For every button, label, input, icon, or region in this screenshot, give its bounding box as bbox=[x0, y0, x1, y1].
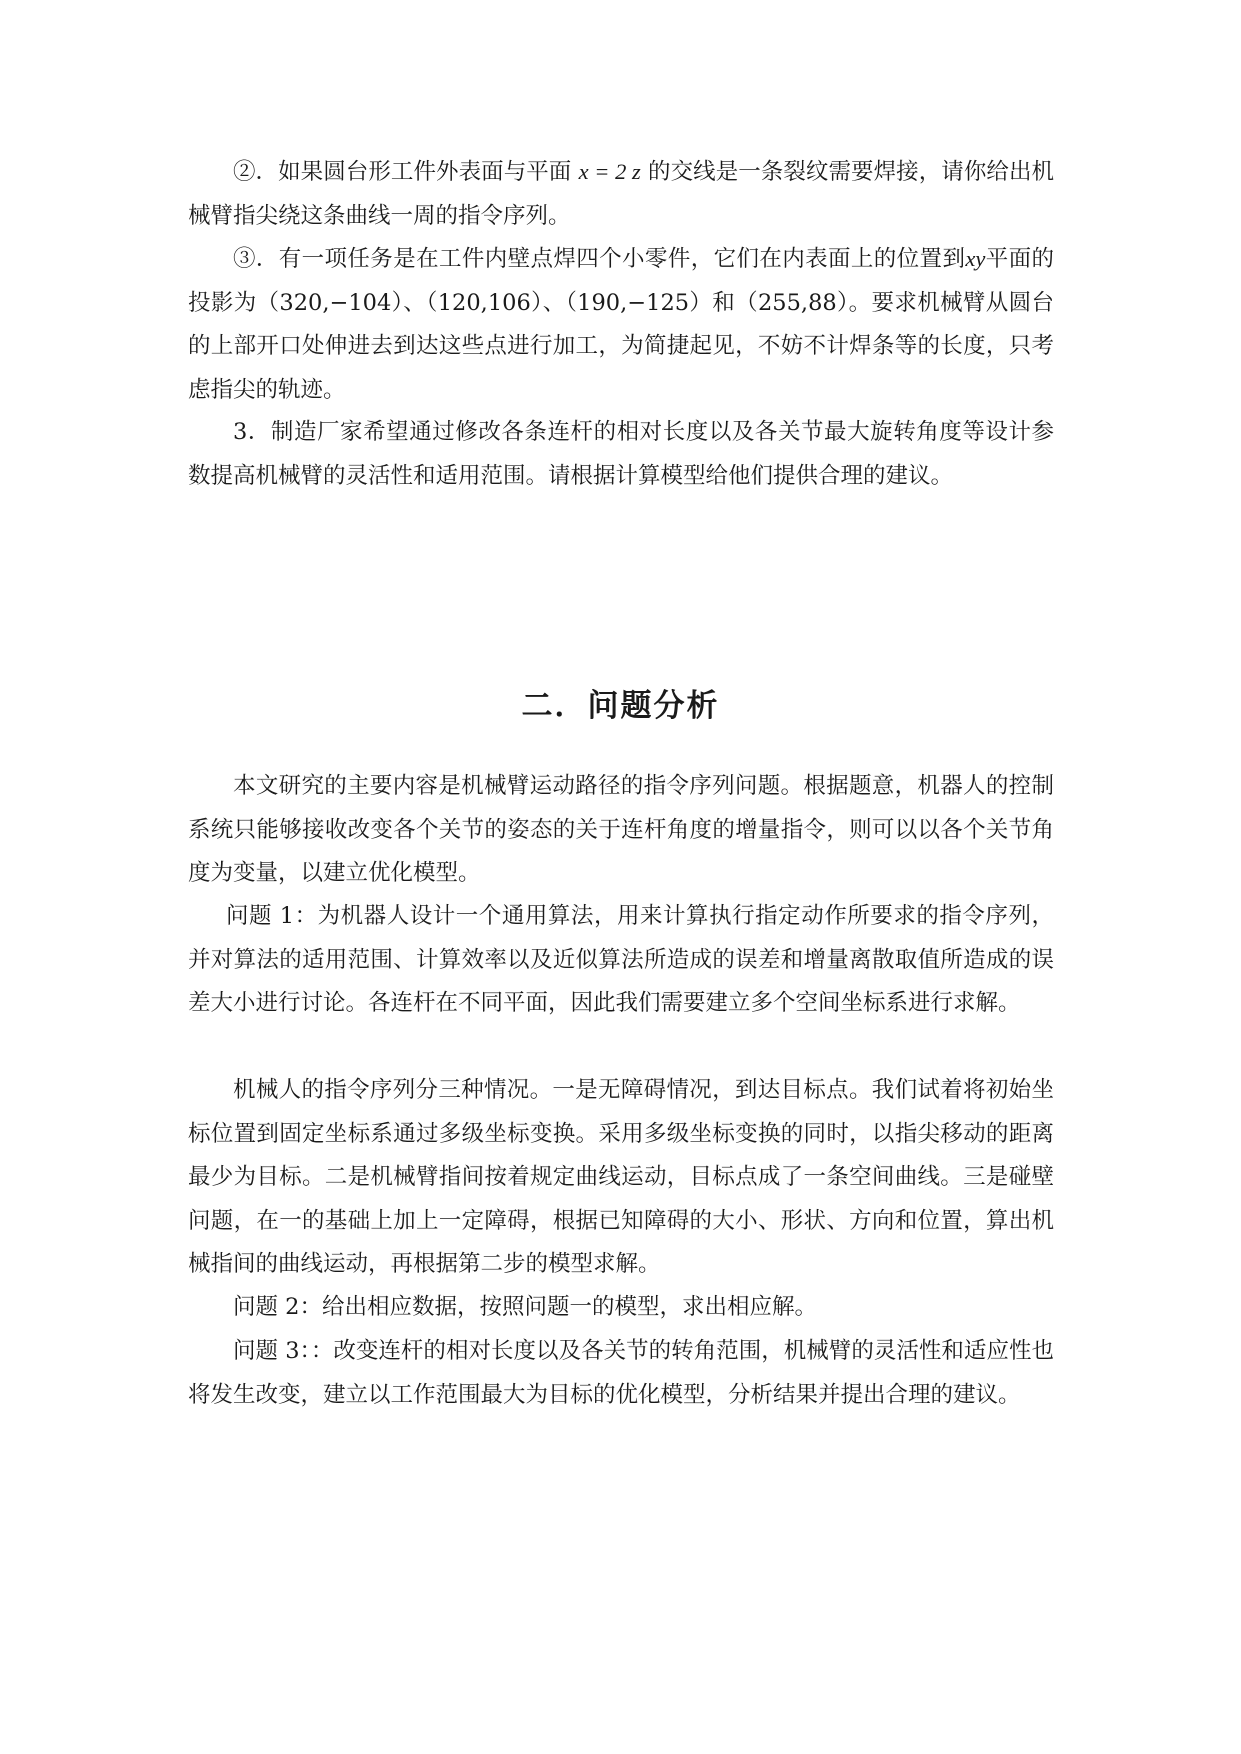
math-plane-equation: x = 2 z bbox=[578, 159, 641, 184]
paragraph-design-parameters: 3．制造厂家希望通过修改各条连杆的相对长度以及各关节最大旋转角度等设计参数提高机械臂的灵活性和适用范围。请根据计算模型给他们提供合理的建议。 bbox=[188, 419, 1054, 489]
paragraph-weld-crack: ②．如果圆台形工件外表面与平面 x = 2 z 的交线是一条裂纹需要焊接，请你给出机械臂指尖绕这条曲线一周的指令序列。 bbox=[188, 159, 1054, 229]
paragraph-main-content: 本文研究的主要内容是机械臂运动路径的指令序列问题。根据题意，机器人的控制系统只能够接收改变各个关节的姿态的关于连杆角度的增量指令，则可以以各个关节角度为变量，以建立优化模型。 bbox=[188, 773, 1054, 886]
paragraph-command-cases: 机械人的指令序列分三种情况。一是无障碍情况，到达目标点。我们试着将初始坐标位置到固定坐标系通过多级坐标变换。采用多级坐标变换的同时，以指尖移动的距离最少为目标。二是机械臂指间按着规定曲线运动，目标点成了一条空间曲线。三是碰壁问题，在一的基础上加上一定障碍，根据已知障碍的大小、形状、方向和位置，算出机械指间的曲线运动，再根据第二步的模型求解。 bbox=[188, 1077, 1054, 1277]
paragraph-spot-weld: ③．有一项任务是在工件内壁点焊四个小零件，它们在内表面上的位置到xy平面的投影为（320,−104）、（120,106）、（190,−125）和（255,88）。要求机械臂从圆台的上部开口处伸进去到达这些点进行加工，为简捷起见，不妨不计焊条等的长度，只考虑指尖的轨迹。 bbox=[188, 246, 1054, 403]
section-title: 二．问题分析 bbox=[521, 688, 720, 724]
math-xy-plane: xy bbox=[965, 246, 986, 271]
paragraph-problem-3: 问题 3：：改变连杆的相对长度以及各关节的转角范围，机械臂的灵活性和适应性也将发生改变，建立以工作范围最大为目标的优化模型，分析结果并提出合理的建议。 bbox=[188, 1338, 1054, 1408]
paragraph-problem-1: 问题 1：为机器人设计一个通用算法，用来计算执行指定动作所要求的指令序列，并对算法的适用范围、计算效率以及近似算法所造成的误差和增量离散取值所造成的误差大小进行讨论。各连杆在不同平面，因此我们需要建立多个空间坐标系进行求解。 bbox=[188, 903, 1054, 1016]
paragraph-problem-2: 问题 2：给出相应数据，按照问题一的模型，求出相应解。 bbox=[233, 1294, 817, 1320]
